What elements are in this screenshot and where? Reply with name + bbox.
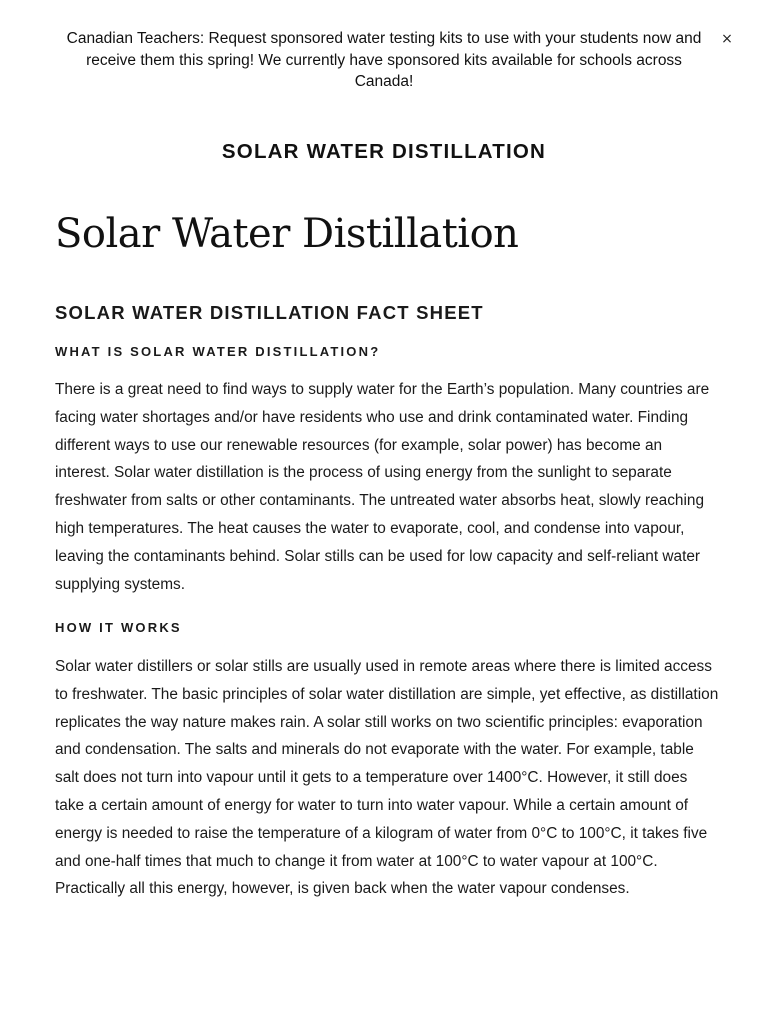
close-icon[interactable]: × [721,31,733,47]
section-paragraph-how-it-works: Solar water distillers or solar stills are usually used in remote areas where there is limited access to freshwater. The basic principles of solar water distillation are simple, yet effective, as distillation replicates the way nature makes rain. A solar still works on two scientific principles: evaporation and condensation. The salts and minerals do not evaporate with the water. For example, table salt does not turn into vapour until it gets to a temperature over 1400°C. However, it still does take a certain amount of energy for water to turn into water vapour. While a certain amount of energy is needed to raise the temperature of a kilogram of water from 0°C to 100°C, it takes five and one-half times that much to change it from water at 100°C to water vapour at 100°C. Practically all this energy, however, is given back when the water vapour condenses. [55,658,719,898]
section-heading-what-is: WHAT IS SOLAR WATER DISTILLATION? [55,344,381,359]
fact-sheet-heading: SOLAR WATER DISTILLATION FACT SHEET [55,302,484,323]
section-paragraph-what-is: There is a great need to find ways to supply water for the Earth’s population. Many countries are facing water shortages and/or have residents who use and drink contaminated water. Finding different ways to use our renewable resources (for example, solar power) has become an interest. Solar water distillation is the process of using energy from the sunlight to separate freshwater from salts or other contaminants. The untreated water absorbs heat, slowly reaching high temperatures. The heat causes the water to evaporate, cool, and condense into vapour, leaving the contaminants behind. Solar stills can be used for low capacity and self-reliant water supplying systems. [55,381,710,593]
section-heading-how-it-works: HOW IT WORKS [55,620,182,635]
site-title[interactable]: SOLAR WATER DISTILLATION [221,140,547,163]
page-title: Solar Water Distillation [55,211,519,257]
announcement-banner-text: Canadian Teachers: Request sponsored water testing kits to use with your students now and receive them this spring! We currently have sponsored kits available for schools across Canada! [66,30,702,90]
